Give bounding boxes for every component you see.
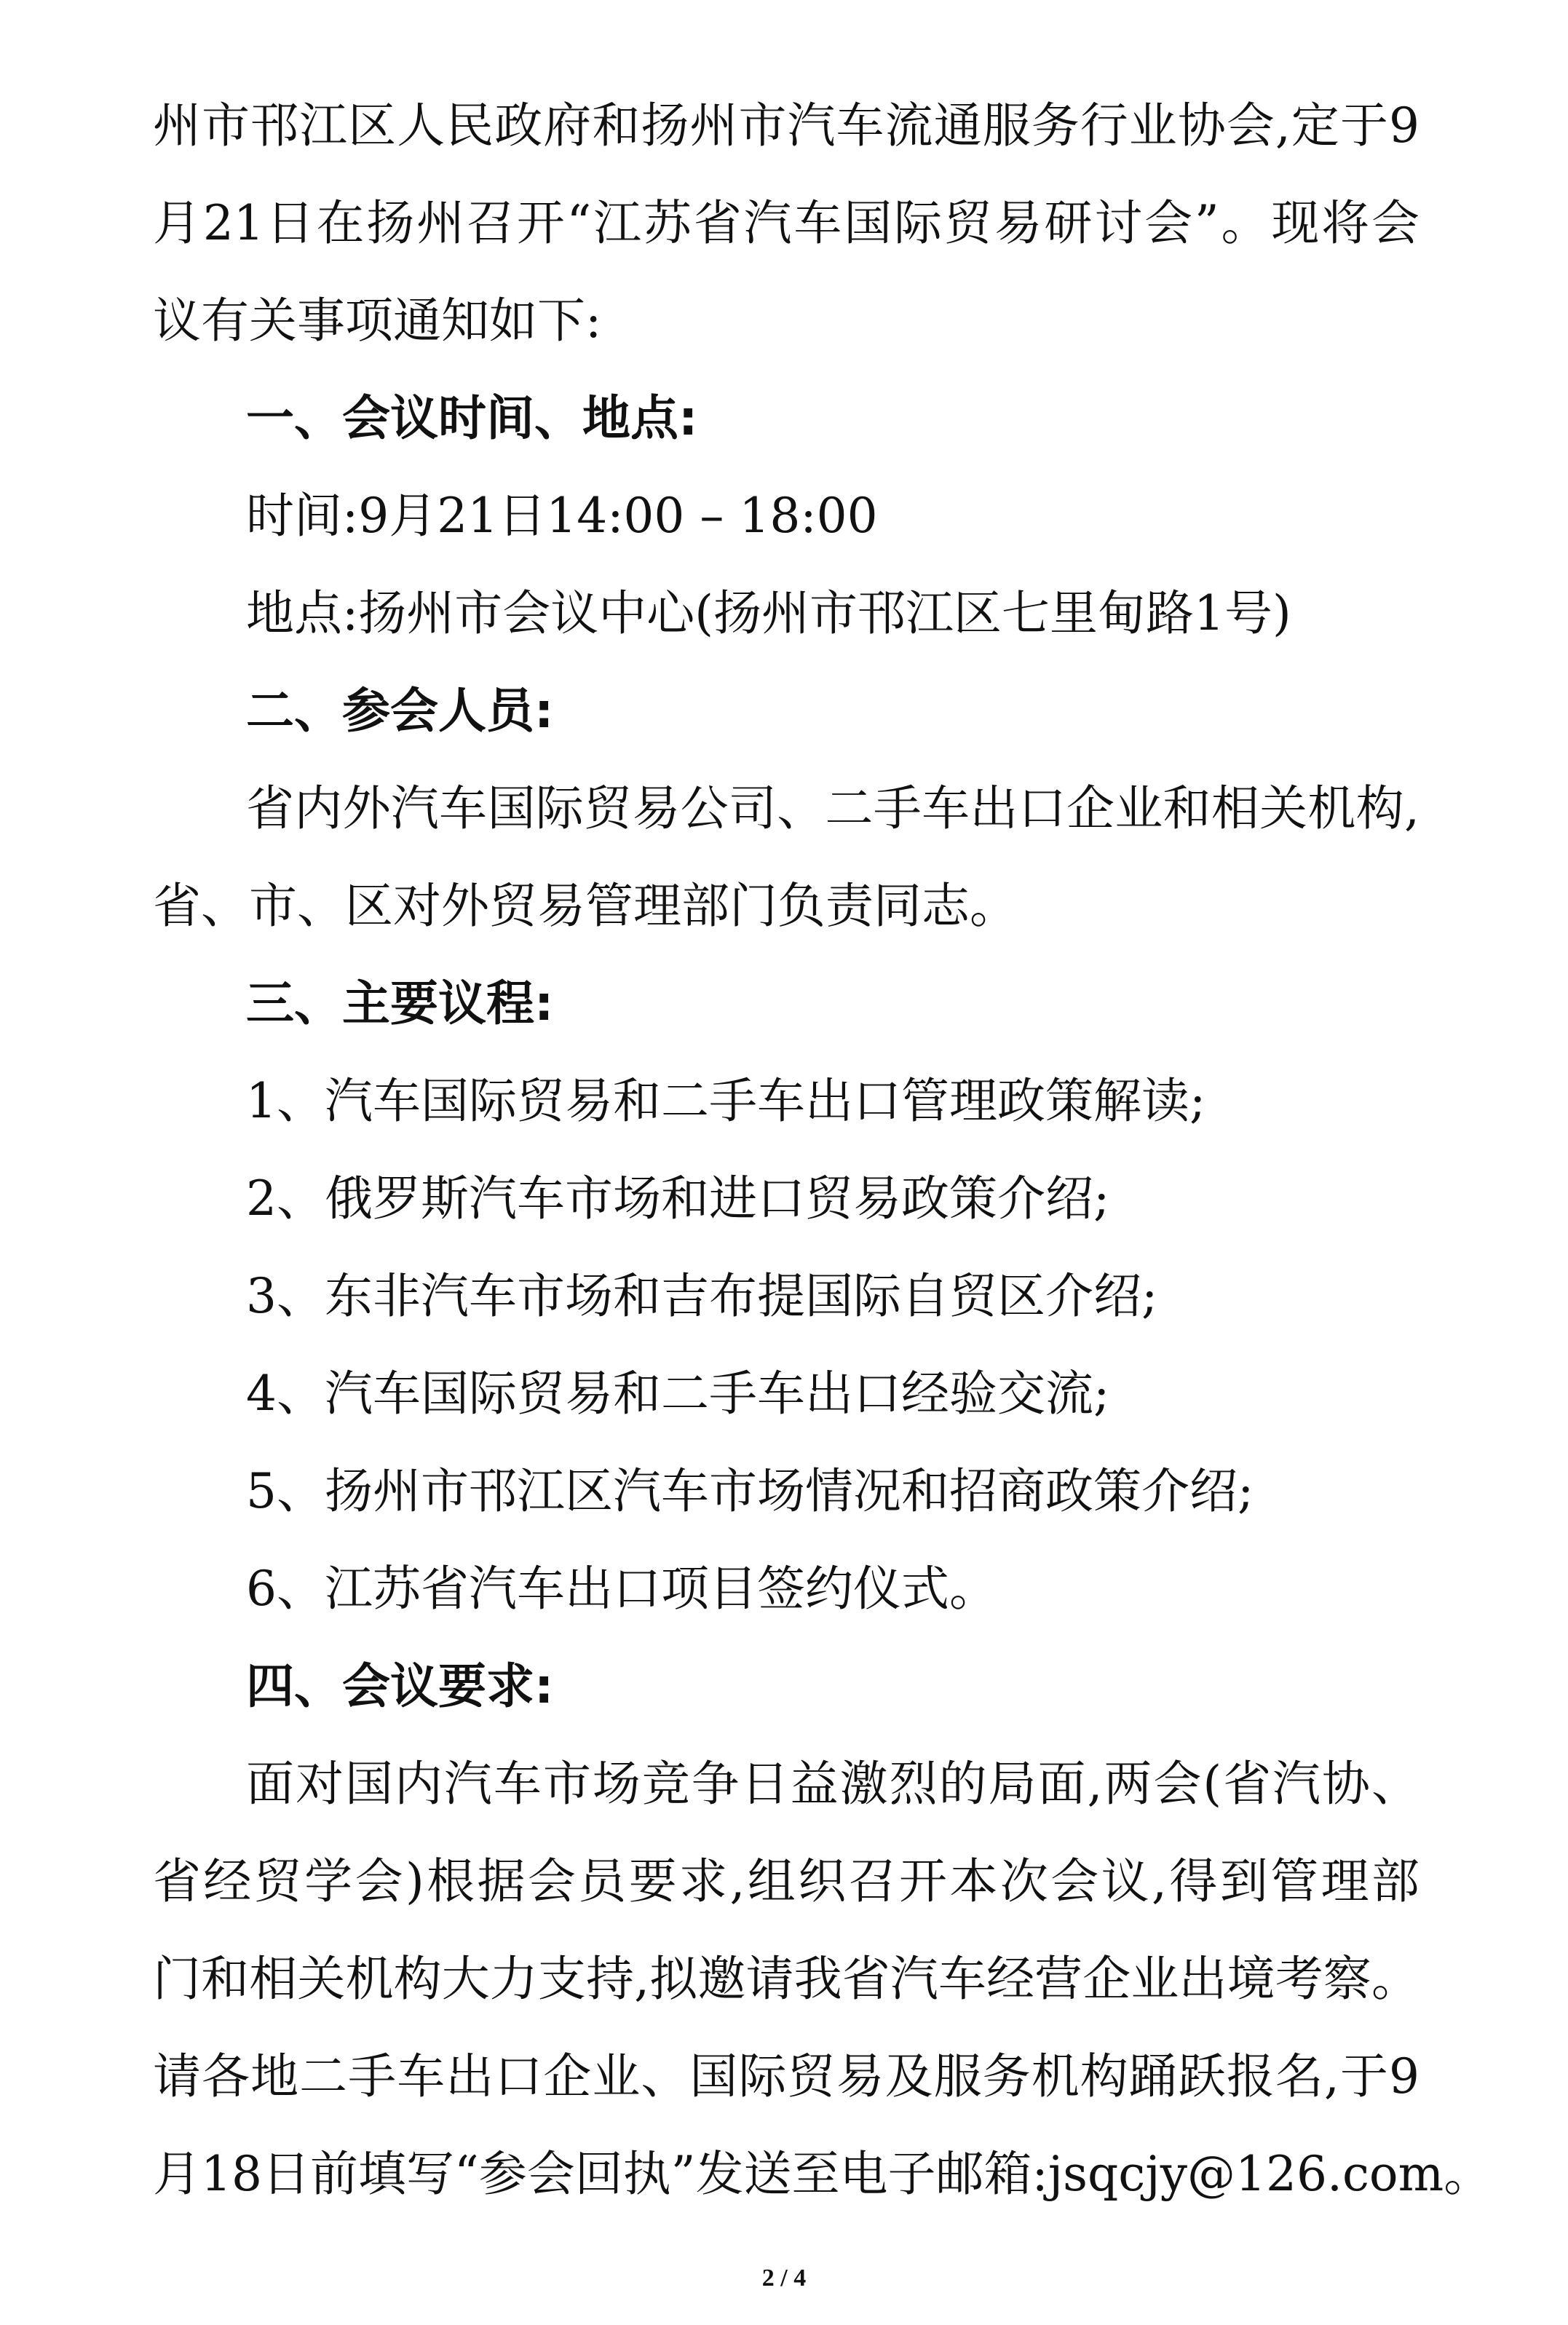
section-3-heading: 三、主要议程: <box>246 975 554 1031</box>
requirements-line-2: 省经贸学会)根据会员要求,组织召开本次会议,得到管理部 <box>153 1853 1419 1909</box>
intro-line-3: 议有关事项通知如下: <box>153 293 602 349</box>
section-1-heading: 一、会议时间、地点: <box>246 390 698 446</box>
requirements-line-5: 月18日前填写“参会回执”发送至电子邮箱:jsqcjy@126.com。 <box>153 2146 1492 2202</box>
section-4-heading: 四、会议要求: <box>246 1658 554 1714</box>
agenda-item: 6、江苏省汽车出口项目签约仪式。 <box>246 1561 997 1617</box>
requirements-line-1: 面对国内汽车市场竞争日益激烈的局面,两会(省汽协、 <box>246 1756 1419 1812</box>
requirements-line-4: 请各地二手车出口企业、国际贸易及服务机构踊跃报名,于9 <box>153 2048 1419 2104</box>
agenda-item: 4、汽车国际贸易和二手车出口经验交流; <box>246 1366 1110 1422</box>
attendees-line-1: 省内外汽车国际贸易公司、二手车出口企业和相关机构, <box>246 780 1419 836</box>
agenda-item: 1、汽车国际贸易和二手车出口管理政策解读; <box>246 1073 1206 1129</box>
section-2-heading: 二、参会人员: <box>246 683 554 739</box>
meeting-place: 地点:扬州市会议中心(扬州市邗江区七里甸路1号) <box>246 585 1291 641</box>
meeting-time: 时间:9月21日14:00 – 18:00 <box>246 488 878 544</box>
intro-line-2: 月21日在扬州召开“江苏省汽车国际贸易研讨会”。现将会 <box>153 195 1419 251</box>
page-number: 2 / 4 <box>761 2265 807 2292</box>
requirements-line-3: 门和相关机构大力支持,拟邀请我省汽车经营企业出境考察。 <box>153 1951 1419 2007</box>
agenda-item: 3、东非汽车市场和吉布提国际自贸区介绍; <box>246 1268 1158 1324</box>
agenda-item: 5、扬州市邗江区汽车市场情况和招商政策介绍; <box>246 1463 1254 1519</box>
intro-line-1: 州市邗江区人民政府和扬州市汽车流通服务行业协会,定于9 <box>153 98 1419 154</box>
agenda-item: 2、俄罗斯汽车市场和进口贸易政策介绍; <box>246 1171 1110 1227</box>
attendees-line-2: 省、市、区对外贸易管理部门负责同志。 <box>153 878 1018 934</box>
